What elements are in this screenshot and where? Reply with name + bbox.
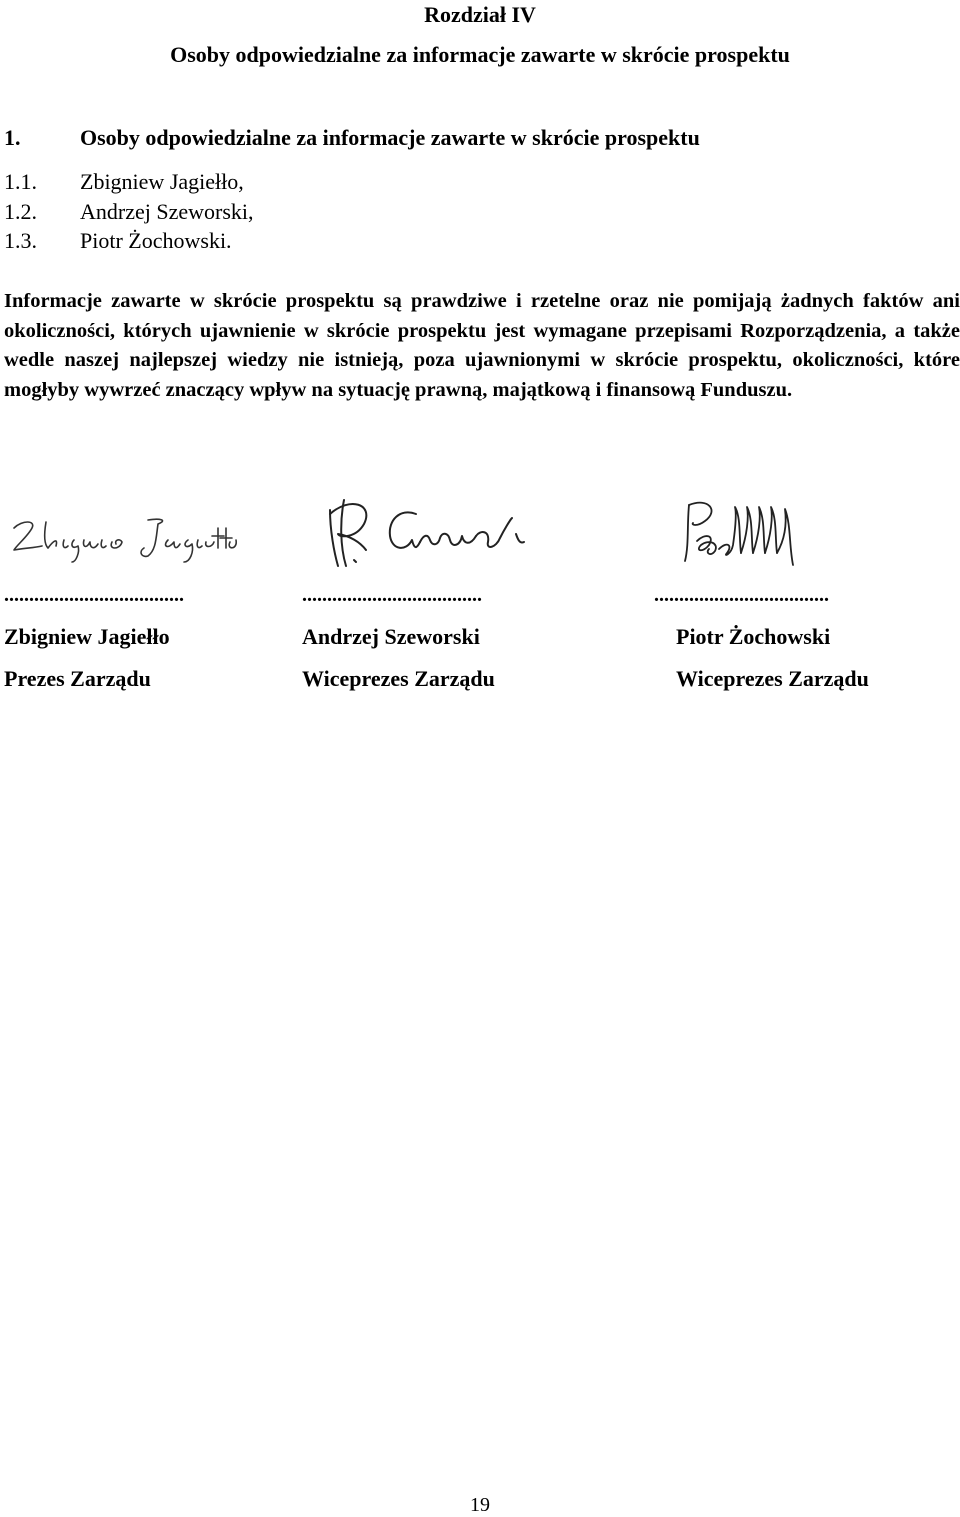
chapter-title: Osoby odpowiedzialne za informacje zawarte w skrócie prospektu (170, 42, 790, 67)
signatory-title: Wiceprezes Zarządu (302, 666, 495, 691)
chapter-number: Rozdział IV (424, 2, 536, 27)
signature-line: .................................... (302, 584, 482, 606)
signatory-name: Andrzej Szeworski (302, 624, 480, 649)
signature-zbigniew-jagiello (8, 510, 238, 570)
section-title: Osoby odpowiedzialne za informacje zawarte w skrócie prospektu (80, 125, 700, 150)
page-number: 19 (470, 1494, 490, 1516)
signatory-name: Piotr Żochowski (676, 624, 831, 649)
list-item-name: Andrzej Szeworski, (80, 199, 254, 224)
signatory-title: Prezes Zarządu (4, 666, 151, 691)
signatory-name: Zbigniew Jagiełło (4, 624, 170, 649)
statement-paragraph: Informacje zawarte w skrócie prospektu są prawdziwe i rzetelne oraz nie pomijają żadnych faktów ani okoliczności, których ujawnienie w skrócie prospektu jest wymagane przepisami Rozporządzenia, a także wedle naszej najlepszej wiedzy nie istnieją, poza ujawnionymi w skrócie prospektu, okoliczności, które mogłyby wywrzeć znaczący wpływ na sytuację prawną, majątkową i finansową Funduszu. (4, 290, 960, 401)
signature-line: ................................... (654, 584, 829, 606)
signature-piotr-zochowski (675, 495, 810, 570)
list-item-number: 1.1. (4, 169, 37, 194)
signature-line: .................................... (4, 584, 184, 606)
section-number: 1. (4, 125, 21, 150)
list-item-name: Zbigniew Jagiełło, (80, 169, 244, 194)
signatory-title: Wiceprezes Zarządu (676, 666, 869, 691)
signature-andrzej-szeworski (320, 490, 535, 575)
list-item-number: 1.3. (4, 228, 37, 253)
list-item-number: 1.2. (4, 199, 37, 224)
list-item-name: Piotr Żochowski. (80, 228, 232, 253)
